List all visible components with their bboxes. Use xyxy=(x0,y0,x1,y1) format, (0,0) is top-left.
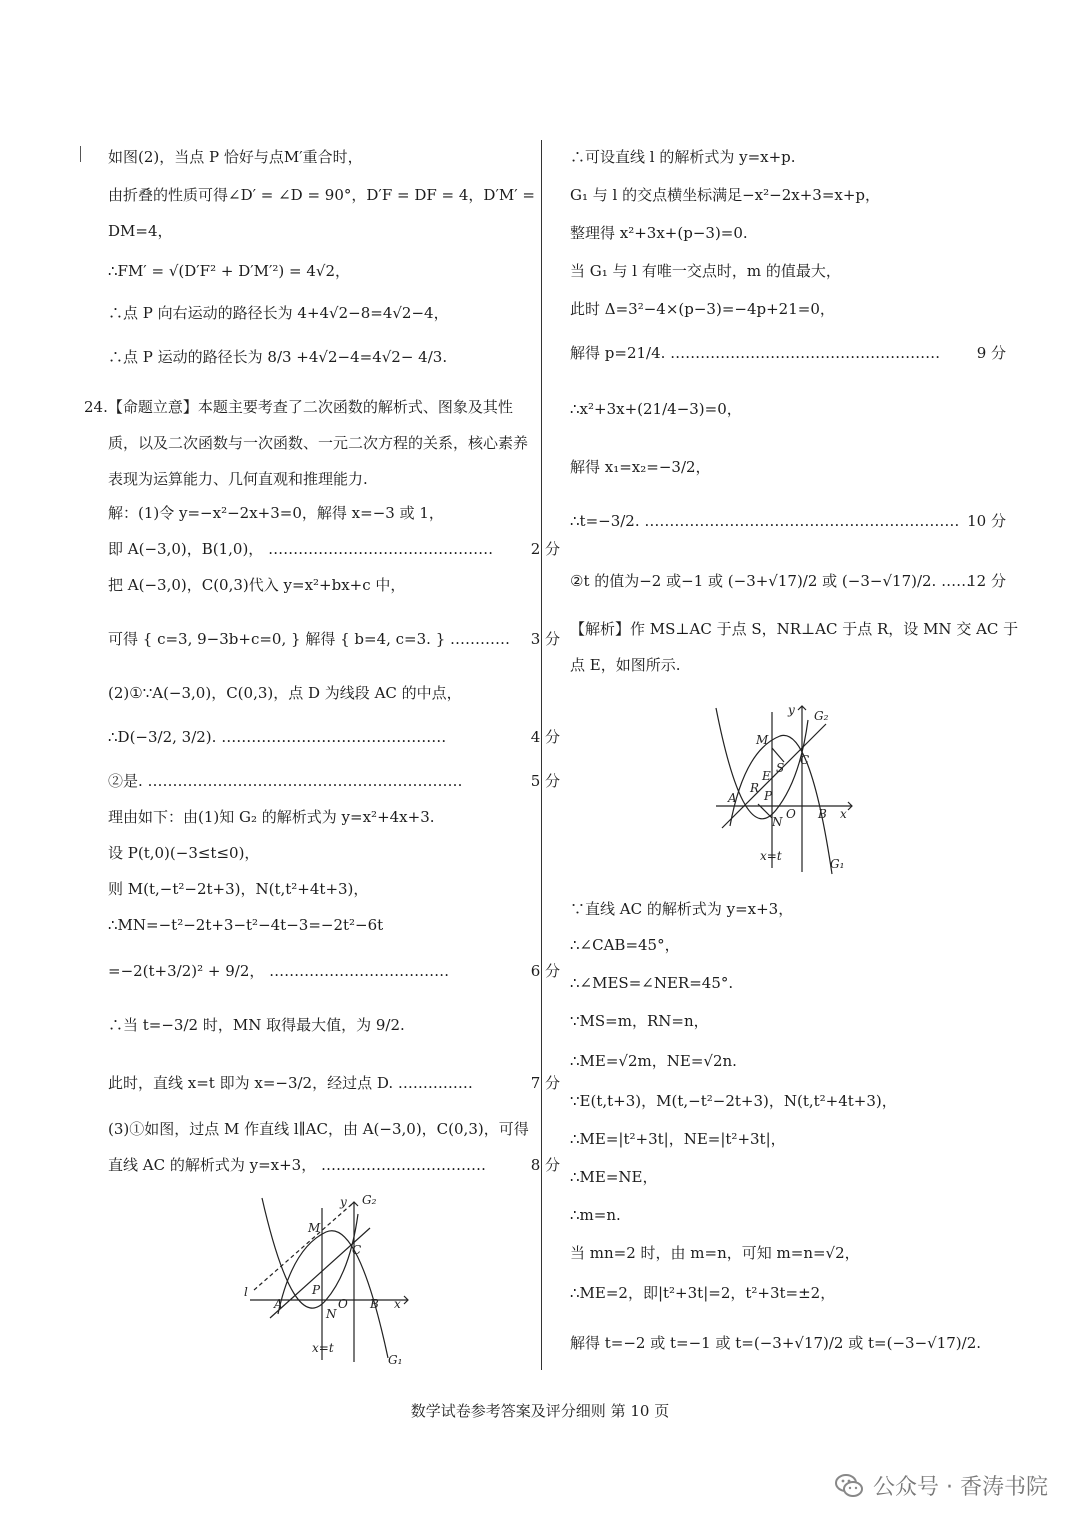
answer-line: 直线 AC 的解析式为 y=x+3， …………………………… xyxy=(108,1156,486,1174)
answer-line: ∴ME=|t²+3t|，NE=|t²+3t|， xyxy=(570,1130,786,1148)
score-mark: 12 分 xyxy=(967,572,1006,590)
answer-line: 则 M(t,−t²−2t+3)，N(t,t²+4t+3)， xyxy=(108,880,369,898)
label-a: A xyxy=(728,791,737,805)
label-x: x xyxy=(840,807,847,821)
label-m: M xyxy=(756,733,769,747)
answer-line: ∴∠CAB=45°， xyxy=(570,936,680,954)
label-m: M xyxy=(308,1221,321,1235)
answer-line: 把 A(−3,0)，C(0,3)代入 y=x²+bx+c 中， xyxy=(108,576,406,594)
answer-line: ∴ME=√2m，NE=√2n. xyxy=(570,1052,737,1070)
score-mark: 5 分 xyxy=(530,772,560,790)
answer-line: DM=4， xyxy=(108,222,173,240)
label-c: C xyxy=(352,1243,362,1257)
label-b: B xyxy=(818,807,827,821)
answer-line: 理由如下：由(1)知 G₂ 的解析式为 y=x²+4x+3. xyxy=(108,808,435,826)
answer-line: 解得 x₁=x₂=−3/2， xyxy=(570,458,711,476)
score-mark: 9 分 xyxy=(976,344,1006,362)
figure-left-graph xyxy=(240,1188,420,1368)
answer-line: 24.【命题立意】本题主要考查了二次函数的解析式、图象及其性 xyxy=(84,398,513,416)
answer-line: ∴D(−3/2, 3/2). ……………………………………… xyxy=(108,728,447,746)
label-y: y xyxy=(788,703,795,717)
label-c: C xyxy=(800,753,810,767)
answer-line: ②是. ……………………………………………………… xyxy=(108,772,463,790)
answer-line: ∴m=n. xyxy=(570,1206,621,1224)
score-mark: 3 分 xyxy=(530,630,560,648)
answer-line: 解：(1)令 y=−x²−2x+3=0，解得 x=−3 或 1， xyxy=(108,504,444,522)
answer-line: 即 A(−3,0)，B(1,0)， ……………………………………… xyxy=(108,540,494,558)
answer-line: ②t 的值为−2 或−1 或 (−3+√17)/2 或 (−3−√17)/2. …… xyxy=(570,572,972,590)
label-x-eq-t: x=t xyxy=(312,1341,334,1355)
label-g1: G₁ xyxy=(388,1353,403,1367)
answer-line: ∴点 P 向右运动的路径长为 4+4√2−8=4√2−4， xyxy=(108,304,449,322)
answer-line: 整理得 x²+3x+(p−3)=0. xyxy=(570,224,748,242)
line-l xyxy=(254,1204,352,1290)
answer-line: 表现为运算能力、几何直观和推理能力. xyxy=(108,470,368,488)
label-p: P xyxy=(312,1283,321,1297)
answer-line: 【解析】作 MS⊥AC 于点 S，NR⊥AC 于点 R，设 MN 交 AC 于 xyxy=(570,620,1019,638)
label-g2: G₂ xyxy=(814,709,829,723)
label-x: x xyxy=(394,1297,401,1311)
score-mark: 2 分 xyxy=(530,540,560,558)
label-y: y xyxy=(340,1195,347,1209)
answer-line: 质，以及二次函数与一次函数、一元二次方程的关系，核心素养 xyxy=(108,434,529,452)
label-r: R xyxy=(750,781,760,795)
figure-right-graph xyxy=(710,700,860,880)
label-l: l xyxy=(244,1285,248,1299)
label-e: E xyxy=(762,769,771,783)
answer-line: 解得 t=−2 或 t=−1 或 t=(−3+√17)/2 或 t=(−3−√17)/2. xyxy=(570,1334,982,1352)
answer-line: (2)①∵A(−3,0)，C(0,3)，点 D 为线段 AC 的中点， xyxy=(108,684,462,702)
column-divider xyxy=(541,140,542,1370)
answer-line: ∴ME=NE， xyxy=(570,1168,658,1186)
answer-line: ∴∠MES=∠NER=45°. xyxy=(570,974,734,992)
answer-line: 此时 Δ=3²−4×(p−3)=−4p+21=0， xyxy=(570,300,835,318)
answer-line: ∴当 t=−3/2 时，MN 取得最大值，为 9/2. xyxy=(108,1016,405,1034)
answer-line: ∴ME=2，即|t²+3t|=2，t²+3t=±2， xyxy=(570,1284,836,1302)
label-a: A xyxy=(274,1297,283,1311)
answer-line: G₁ 与 l 的交点横坐标满足−x²−2x+3=x+p， xyxy=(570,186,881,204)
answer-line: ∴x²+3x+(21/4−3)=0， xyxy=(570,400,742,418)
answer-line: 点 E，如图所示. xyxy=(570,656,681,674)
label-n: N xyxy=(772,815,783,829)
score-mark: 7 分 xyxy=(530,1074,560,1092)
label-p: P xyxy=(764,789,773,803)
watermark-text: 公众号 · 香涛书院 xyxy=(873,1475,1048,1500)
line-ac xyxy=(270,1228,370,1318)
label-b: B xyxy=(370,1297,379,1311)
answer-line: ∴MN=−t²−2t+3−t²−4t−3=−2t²−6t xyxy=(108,916,384,934)
label-o: O xyxy=(338,1297,348,1311)
answer-line: ∴FM′ = √(D′F² + D′M′²) = 4√2， xyxy=(108,262,350,280)
answer-line: ∵E(t,t+3)，M(t,−t²−2t+3)，N(t,t²+4t+3)， xyxy=(570,1092,897,1110)
score-mark: 6 分 xyxy=(530,962,560,980)
answer-line: 可得 { c=3, 9−3b+c=0, } 解得 { b=4, c=3. } ………… xyxy=(108,630,511,648)
label-x-eq-t: x=t xyxy=(760,849,782,863)
answer-line: ∴可设直线 l 的解析式为 y=x+p. xyxy=(570,148,796,166)
answer-line: ∴点 P 运动的路径长为 8/3 +4√2−4=4√2− 4/3. xyxy=(108,348,448,366)
margin-mark xyxy=(80,146,81,162)
answer-line: (3)①如图，过点 M 作直线 l∥AC，由 A(−3,0)，C(0,3)，可得 xyxy=(108,1120,529,1138)
curve-g2 xyxy=(262,1198,358,1308)
page-footer: 数学试卷参考答案及评分细则 第 10 页 xyxy=(410,1402,670,1420)
segment-ms xyxy=(772,748,784,762)
answer-line: 如图(2)，当点 P 恰好与点M′重合时， xyxy=(108,148,363,166)
answer-line: 由折叠的性质可得∠D′ = ∠D = 90°，D′F = DF = 4，D′M′ = xyxy=(108,186,535,204)
answer-line: 解得 p=21/4. ……………………………………………… xyxy=(570,344,941,362)
label-s: S xyxy=(776,761,785,775)
label-o: O xyxy=(786,807,796,821)
answer-line: 设 P(t,0)(−3≤t≤0)， xyxy=(108,844,260,862)
wechat-icon xyxy=(835,1473,863,1499)
answer-line: ∴t=−3/2. ……………………………………………………… xyxy=(570,512,960,530)
answer-line: 当 G₁ 与 l 有唯一交点时，m 的值最大， xyxy=(570,262,841,280)
label-n: N xyxy=(326,1307,337,1321)
answer-line: ∵MS=m，RN=n， xyxy=(570,1012,709,1030)
score-mark: 10 分 xyxy=(967,512,1006,530)
label-g2: G₂ xyxy=(362,1193,377,1207)
watermark xyxy=(835,1470,1048,1501)
answer-line: 当 mn=2 时，由 m=n，可知 m=n=√2， xyxy=(570,1244,860,1262)
score-mark: 8 分 xyxy=(530,1156,560,1174)
answer-line: =−2(t+3/2)² + 9/2， ……………………………… xyxy=(108,962,450,980)
score-mark: 4 分 xyxy=(530,728,560,746)
label-g1: G₁ xyxy=(830,857,845,871)
answer-line: 此时，直线 x=t 即为 x=−3/2，经过点 D. …………… xyxy=(108,1074,473,1092)
answer-line: ∵直线 AC 的解析式为 y=x+3， xyxy=(570,900,794,918)
